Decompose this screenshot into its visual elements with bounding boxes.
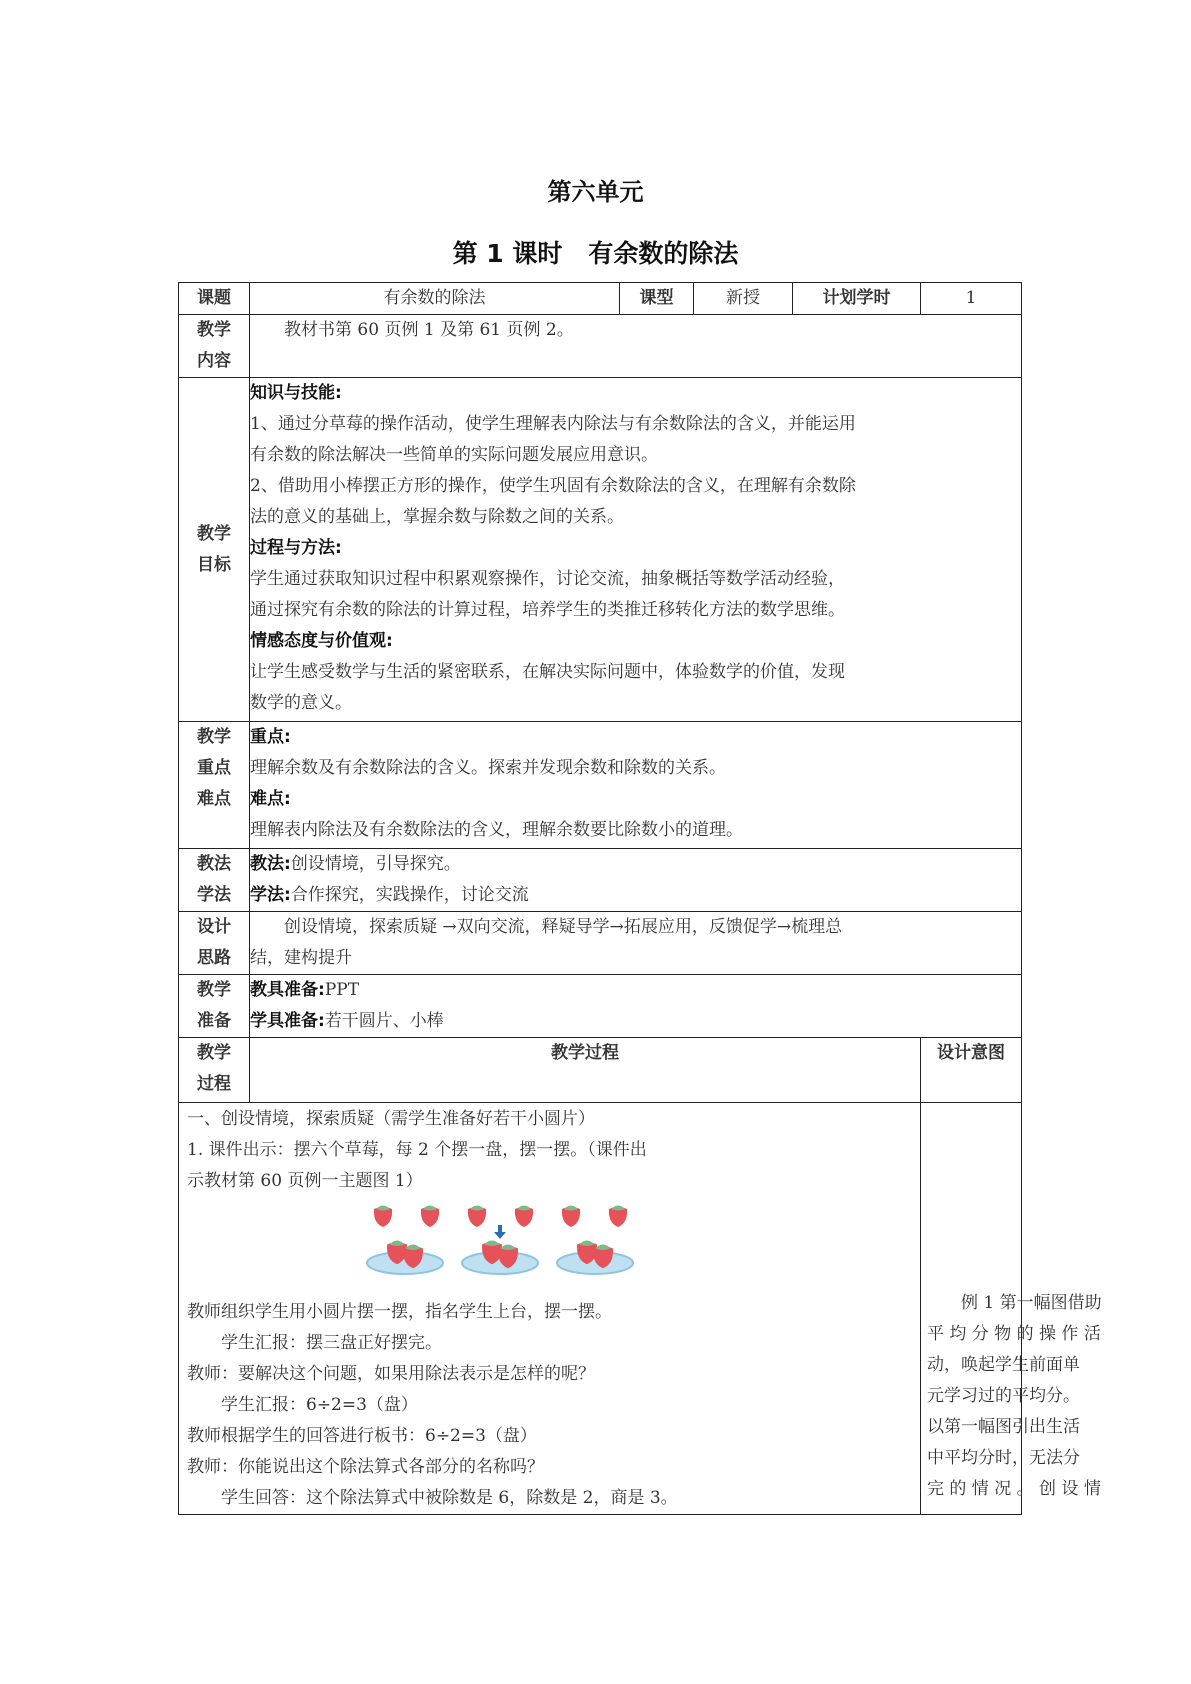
unit-title: 第六单元 [547,178,644,206]
intent-line: 例 1 第一幅图借助 [961,1293,1102,1313]
knowledge-heading: 知识与技能: [250,383,342,403]
lesson-number: 第 1 课时 [452,239,563,268]
dialogue-line: 教师根据学生的回答进行板书：6÷2=3（盘） [187,1426,537,1446]
process-line: 1. 课件出示：摆六个草莓，每 2 个摆一盘，摆一摆。（课件出 [187,1140,647,1160]
process-dialogue [187,1297,914,1514]
topic-label: 课题 [179,283,250,315]
process-label-line-1: 教学 [197,1043,231,1063]
teacher-prep-heading: 教具准备: [250,980,325,1000]
intent-line: 以第一幅图引出生活 [927,1417,1080,1437]
intent-line: 元学习过的平均分。 [927,1386,1080,1406]
strawberry-plates-illustration [363,1199,638,1279]
attitude-heading: 情感态度与价值观: [250,631,393,651]
intent-line: 完 的 情 况 。 创 设 情 [927,1479,1101,1499]
design-label-line-1: 设计 [197,917,231,937]
learn-method-heading: 学法: [250,885,291,905]
content-row [179,315,1022,378]
lesson-plan-table [178,282,1102,1515]
objectives-label [179,378,250,722]
intent-cell [921,1103,1102,1515]
process-heading: 过程与方法: [250,538,342,558]
lesson-name: 有余数的除法 [588,239,739,268]
preparation-label [179,975,250,1038]
difficult-text: 理解表内除法及有余数除法的含义，理解余数要比除数小的道理。 [250,820,743,840]
objectives-label-line-2: 目标 [197,554,231,575]
lesson-title [0,234,1191,270]
teach-method-text: 创设情境，引导探究。 [290,854,461,874]
key-points-label-line-1: 教学 [197,727,231,747]
design-label [179,912,250,975]
design-label-line-2: 思路 [197,948,231,968]
objectives-row [179,378,1022,722]
design-line-2: 结，建构提升 [250,948,352,968]
attitude-line: 数学的意义。 [250,693,352,713]
student-prep-heading: 学具准备: [250,1011,325,1031]
key-points-cell [250,722,1022,849]
intent-spacer [921,1103,1021,1288]
preparation-label-line-1: 教学 [197,980,231,1000]
student-prep-text: 若干圆片、小棒 [324,1011,444,1031]
knowledge-line: 有余数的除法解决一些简单的实际问题发展应用意识。 [250,445,658,465]
knowledge-line: 法的意义的基础上，掌握余数与除数之间的关系。 [250,507,624,527]
process-body-cell [179,1103,921,1515]
teach-method-heading: 教法: [250,854,291,874]
key-points-label-line-2: 重点 [197,758,231,778]
key-points-label-line-3: 难点 [197,789,231,809]
knowledge-line: 1、通过分草莓的操作活动，使学生理解表内除法与有余数除法的含义，并能运用 [250,414,856,434]
intent-line: 动，唤起学生前面单 [927,1355,1080,1375]
methods-cell [250,849,1022,912]
methods-label-line-2: 学法 [197,885,231,905]
dialogue-line: 教师：你能说出这个除法算式各部分的名称吗？ [187,1457,544,1477]
design-line-1: 创设情境，探索质疑 →双向交流，释疑导学→拓展应用，反馈促学→梳理总 [284,917,843,937]
type-label: 课型 [620,283,694,315]
strawberry [374,1206,392,1228]
preparation-cell [250,975,1022,1038]
learn-method-text: 合作探究，实践操作，讨论交流 [290,885,529,905]
process-column-header: 教学过程 [250,1038,921,1103]
key-heading: 重点: [250,727,291,747]
arrow-down-icon [494,1232,506,1239]
content-text: 教材书第 60 页例 1 及第 61 页例 2。 [284,320,574,340]
process-line: 示教材第 60 页例一主题图 1） [187,1171,423,1191]
design-row [179,912,1022,975]
content-label-line-2: 内容 [197,351,231,371]
key-text: 理解余数及有余数除法的含义。探索并发现余数和除数的关系。 [250,758,726,778]
content-label-line-1: 教学 [197,320,231,340]
topic-row [179,283,1022,315]
design-cell [250,912,1022,975]
content-label [179,315,250,378]
strawberry [515,1206,533,1228]
strawberry [468,1206,486,1228]
topic-value: 有余数的除法 [250,283,620,315]
key-points-row [179,722,1022,849]
process-body-row [179,1103,1022,1515]
dialogue-line: 学生汇报：摆三盘正好摆完。 [221,1333,442,1353]
dialogue-line: 学生汇报：6÷2=3（盘） [221,1395,418,1415]
dialogue-line: 教师：要解决这个问题，如果用除法表示是怎样的呢？ [187,1364,595,1384]
hours-value: 1 [921,283,1022,315]
strawberry [562,1206,580,1228]
process-label-line-2: 过程 [197,1074,231,1094]
preparation-label-line-2: 准备 [197,1011,231,1031]
methods-row [179,849,1022,912]
strawberry [421,1206,439,1228]
objectives-cell [250,378,1022,722]
dialogue-line: 学生回答：这个除法算式中被除数是 6，除数是 2，商是 3。 [221,1488,678,1508]
methods-label-line-1: 教法 [197,854,231,874]
process-header-row [179,1038,1022,1103]
hours-label: 计划学时 [793,283,921,315]
difficult-heading: 难点: [250,789,291,809]
type-value: 新授 [694,283,793,315]
dialogue-line: 教师组织学生用小圆片摆一摆，指名学生上台，摆一摆。 [187,1302,612,1322]
intent-column-header: 设计意图 [921,1038,1022,1103]
intent-line: 平 均 分 物 的 操 作 活 [927,1324,1101,1344]
strawberry [609,1206,627,1228]
process-label [179,1038,250,1103]
key-points-label [179,722,250,849]
process-line: 学生通过获取知识过程中积累观察操作，讨论交流，抽象概括等数学活动经验， [250,569,845,589]
preparation-row [179,975,1022,1038]
process-line: 一、创设情境，探索质疑（需学生准备好若干小圆片） [187,1109,595,1129]
strawberry-figure [187,1197,914,1297]
knowledge-line: 2、借助用小棒摆正方形的操作，使学生巩固有余数除法的含义，在理解有余数除 [250,476,856,496]
content-cell [250,315,1022,378]
intent-line: 中平均分时，无法分 [927,1448,1080,1468]
attitude-line: 让学生感受数学与生活的紧密联系，在解决实际问题中，体验数学的价值，发现 [250,662,845,682]
methods-label [179,849,250,912]
teacher-prep-text: PPT [324,980,360,1000]
objectives-label-line-1: 教学 [197,523,231,544]
process-line: 通过探究有余数的除法的计算过程，培养学生的类推迁移转化方法的数学思维。 [250,600,845,620]
intent-text [921,1288,1102,1505]
arrow-shaft [498,1225,502,1233]
